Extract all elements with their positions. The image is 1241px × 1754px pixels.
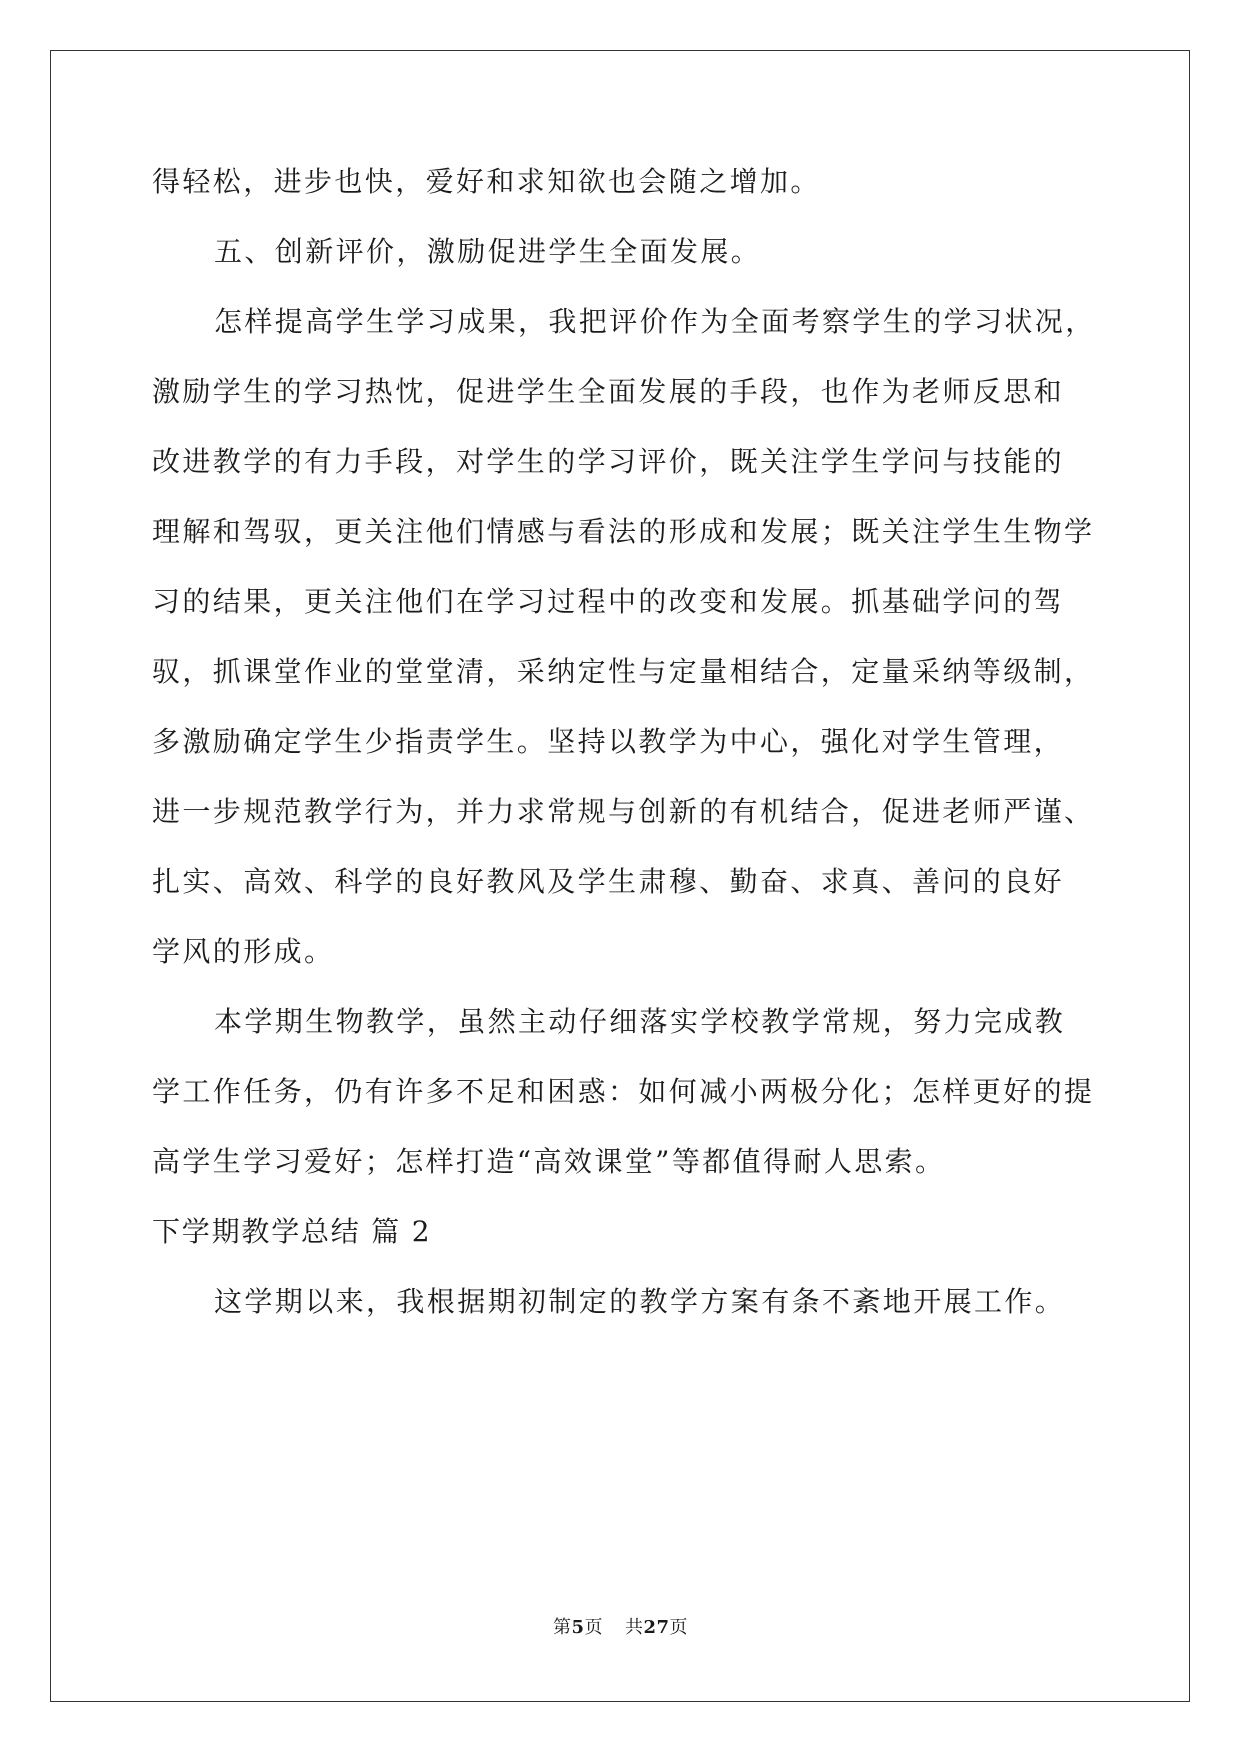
paragraph-line: 高学生学习爱好；怎样打造“高效课堂”等都值得耐人思索。 [152,1145,946,1178]
paragraph-line: 学工作任务，仍有许多不足和困惑：如何减小两极分化；怎样更好的提 [152,1075,1095,1108]
page-suffix: 页 [584,1617,603,1638]
paragraph-line: 激励学生的学习热忱，促进学生全面发展的手段，也作为老师反思和 [152,375,1065,408]
paragraph-line: 驭，抓课堂作业的堂堂清，采纳定性与定量相结合，定量采纳等级制， [152,655,1095,688]
paragraph-line: 学风的形成。 [152,935,335,968]
page-footer [0,1616,1241,1640]
paragraph-line: 多激励确定学生少指责学生。坚持以教学为中心，强化对学生管理， [152,725,1065,758]
paragraph-line: 本学期生物教学，虽然主动仔细落实学校教学常规，努力完成教 [214,1005,1066,1038]
page-prefix: 第 [552,1617,572,1638]
paragraph-line: 进一步规范教学行为，并力求常规与创新的有机结合，促进老师严谨、 [152,795,1095,828]
paragraph-line: 这学期以来，我根据期初制定的教学方案有条不紊地开展工作。 [214,1285,1066,1318]
paragraph-line: 理解和驾驭，更关注他们情感与看法的形成和发展；既关注学生生物学 [152,515,1095,548]
total-prefix: 共 [624,1617,644,1638]
section-heading: 五、创新评价，激励促进学生全面发展。 [214,235,762,268]
total-suffix: 页 [669,1617,689,1638]
chapter-heading: 下学期教学总结 篇 2 [152,1215,432,1248]
page-total: 27 [643,1617,670,1638]
text-line: 得轻松，进步也快，爱好和求知欲也会随之增加。 [152,165,821,198]
paragraph-line: 习的结果，更关注他们在学习过程中的改变和发展。抓基础学问的驾 [152,585,1065,618]
paragraph-line: 怎样提高学生学习成果，我把评价作为全面考察学生的学习状况， [214,305,1096,338]
paragraph-line: 改进教学的有力手段，对学生的学习评价，既关注学生学问与技能的 [152,445,1065,478]
paragraph-line: 扎实、高效、科学的良好教风及学生肃穆、勤奋、求真、善问的良好 [152,865,1065,898]
page-current: 5 [571,1617,585,1638]
